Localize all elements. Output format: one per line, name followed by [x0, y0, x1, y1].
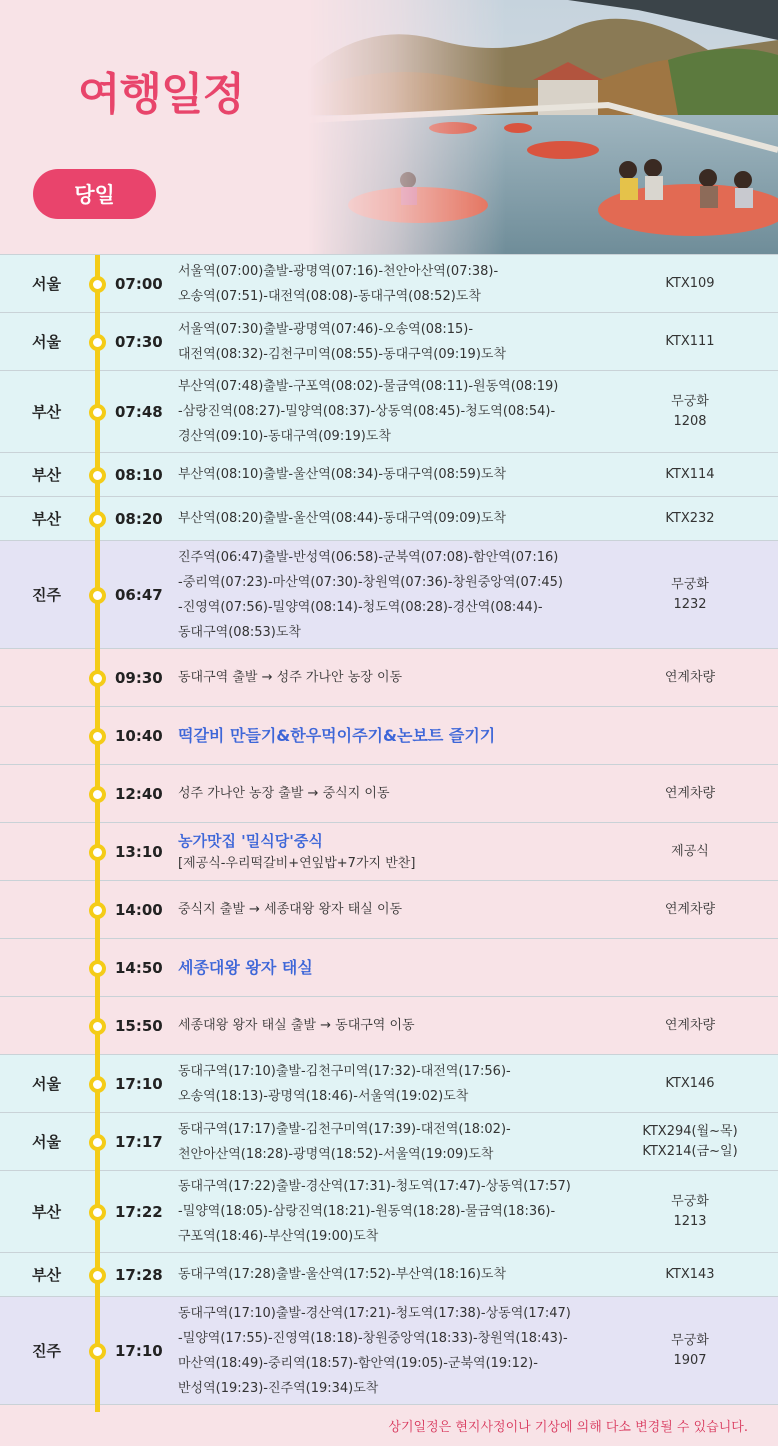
- train-or-transport-label: 무궁화: [671, 1332, 709, 1348]
- page-title: 여행일정: [78, 69, 245, 120]
- timeline-dot: [89, 960, 106, 977]
- schedule-city: 부산: [32, 510, 61, 528]
- schedule-time: 07:48: [115, 402, 163, 421]
- train-or-transport-label: 연계차량: [664, 669, 716, 685]
- schedule-row: [0, 765, 778, 823]
- schedule-time: 09:30: [115, 668, 163, 687]
- schedule-description: [172, 1117, 602, 1167]
- schedule-time: 07:30: [115, 332, 163, 351]
- route-line: -밀양역(17:55)-진영역(18:18)-창원중앙역(18:33)-창원역(18:43)-: [178, 1330, 568, 1346]
- schedule-row: [0, 1171, 778, 1253]
- schedule-note: [602, 332, 778, 352]
- route-line: 오송역(07:51)-대전역(08:08)-동대구역(08:52)도착: [178, 288, 481, 304]
- route-line: 대전역(08:32)-김천구미역(08:55)-동대구역(09:19)도착: [178, 346, 507, 362]
- route-line: 진주역(06:47)출발-반성역(06:58)-군북역(07:08)-함안역(07:16): [178, 549, 559, 565]
- route-line: 서울역(07:00)출발-광명역(07:16)-천안아산역(07:38)-: [178, 263, 499, 279]
- schedule-city: 부산: [32, 466, 61, 484]
- route-line: 서울역(07:30)출발-광명역(07:46)-오송역(08:15)-: [178, 321, 474, 337]
- schedule-description: [172, 829, 602, 875]
- route-line: 부산역(08:10)출발-울산역(08:34)-동대구역(08:59)도착: [178, 467, 507, 482]
- route-line: 동대구역(08:53)도착: [178, 624, 301, 640]
- schedule-note: [602, 842, 778, 862]
- train-or-transport-label: KTX111: [665, 333, 715, 349]
- schedule-row: [0, 1297, 778, 1405]
- route-line: 천안아산역(18:28)-광명역(18:52)-서울역(19:09)도착: [178, 1146, 494, 1162]
- schedule-note: [602, 1192, 778, 1232]
- timeline-rail: [95, 255, 100, 1412]
- schedule-row: [0, 649, 778, 707]
- timeline-dot: [89, 334, 106, 351]
- route-line: -중리역(07:23)-마산역(07:30)-창원역(07:36)-창원중앙역(07:45): [178, 574, 564, 590]
- route-line: 오송역(18:13)-광명역(18:46)-서울역(19:02)도착: [178, 1088, 469, 1104]
- route-line: 성주 가나안 농장 출발 → 중식지 이동: [178, 786, 390, 801]
- timeline-dot: [89, 670, 106, 687]
- timeline-dot: [89, 786, 106, 803]
- route-line: 동대구역(17:10)출발-경산역(17:21)-청도역(17:38)-상동역(17:47): [178, 1305, 571, 1321]
- schedule-note: [602, 509, 778, 529]
- activity-title: 농가맛집 '밀식당'중식: [178, 831, 323, 850]
- train-or-transport-label: 연계차량: [664, 901, 716, 917]
- schedule-time: 06:47: [115, 585, 163, 604]
- route-line: 동대구역(17:28)출발-울산역(17:52)-부산역(18:16)도착: [178, 1267, 507, 1282]
- schedule-note: [602, 274, 778, 294]
- train-or-transport-label: 연계차량: [664, 1017, 716, 1033]
- schedule-city: 부산: [32, 403, 61, 421]
- schedule-description: [172, 781, 602, 806]
- timeline-dot: [89, 1267, 106, 1284]
- schedule-row: [0, 997, 778, 1055]
- train-or-transport-label: KTX109: [665, 275, 715, 291]
- schedule-description: [172, 1262, 602, 1287]
- route-line: 중식지 출발 → 세종대왕 왕자 태실 이동: [178, 902, 403, 917]
- train-or-transport-label: KTX294(월~목): [642, 1123, 738, 1139]
- schedule-description: 세종대왕 왕자 태실: [178, 958, 313, 977]
- schedule-city: 진주: [32, 586, 61, 604]
- timeline-dot: [89, 511, 106, 528]
- schedule-notice: 상기일정은 현지사정이나 기상에 의해 다소 변경될 수 있습니다.: [388, 1420, 748, 1435]
- schedule-city: 진주: [32, 1342, 61, 1360]
- schedule-time: 17:10: [115, 1074, 163, 1093]
- train-or-transport-label: 무궁화: [671, 1193, 709, 1209]
- day-badge: 당일: [33, 169, 156, 219]
- schedule-description: [172, 259, 602, 309]
- timeline-dot: [89, 1018, 106, 1035]
- train-or-transport-label: 1907: [673, 1352, 707, 1368]
- route-line: 반성역(19:23)-진주역(19:34)도착: [178, 1380, 379, 1396]
- schedule-row: [0, 497, 778, 541]
- schedule-row: [0, 823, 778, 881]
- schedule-time: 17:10: [115, 1341, 163, 1360]
- train-or-transport-label: 무궁화: [671, 576, 709, 592]
- train-or-transport-label: 무궁화: [671, 393, 709, 409]
- route-line: 부산역(07:48)출발-구포역(08:02)-물금역(08:11)-원동역(08:19): [178, 379, 559, 394]
- train-or-transport-label: 연계차량: [664, 785, 716, 801]
- schedule-time: 14:00: [115, 900, 163, 919]
- schedule-description: [172, 665, 602, 690]
- schedule-row: [0, 313, 778, 371]
- activity-detail: [제공식-우리떡갈비+연잎밥+7가지 반찬]: [178, 855, 416, 871]
- schedule-time: 13:10: [115, 842, 163, 861]
- schedule-row: [0, 881, 778, 939]
- schedule-description: [172, 506, 602, 531]
- schedule-time: 08:10: [115, 465, 163, 484]
- schedule-description: [172, 897, 602, 922]
- rafting-photo: [308, 0, 778, 254]
- schedule-description: [172, 317, 602, 367]
- route-line: -밀양역(18:05)-삼랑진역(18:21)-원동역(18:28)-물금역(18:36)-: [178, 1204, 556, 1219]
- header: [0, 0, 778, 254]
- schedule-timeline: [0, 254, 778, 1405]
- schedule-note: [602, 392, 778, 432]
- schedule-row: [0, 1113, 778, 1171]
- route-line: 경산역(09:10)-동대구역(09:19)도착: [178, 429, 391, 444]
- schedule-description: [172, 462, 602, 487]
- route-line: 동대구역(17:22)출발-경산역(17:31)-청도역(17:47)-상동역(17:57): [178, 1179, 571, 1194]
- timeline-dot: [89, 1343, 106, 1360]
- timeline-dot: [89, 404, 106, 421]
- schedule-row: [0, 255, 778, 313]
- timeline-dot: [89, 1076, 106, 1093]
- timeline-dot: [89, 467, 106, 484]
- schedule-row: [0, 371, 778, 453]
- timeline-dot: [89, 902, 106, 919]
- schedule-row: [0, 707, 778, 765]
- schedule-time: 17:22: [115, 1202, 163, 1221]
- schedule-city: 부산: [32, 1203, 61, 1221]
- schedule-row: [0, 939, 778, 997]
- schedule-city: 부산: [32, 1266, 61, 1284]
- train-or-transport-label: KTX232: [665, 510, 715, 526]
- timeline-dot: [89, 587, 106, 604]
- schedule-time: 10:40: [115, 726, 163, 745]
- schedule-description: 떡갈비 만들기&한우먹이주기&논보트 즐기기: [178, 726, 496, 745]
- schedule-city: 서울: [32, 333, 61, 351]
- train-or-transport-label: KTX146: [665, 1075, 715, 1091]
- schedule-note: [602, 668, 778, 688]
- train-or-transport-label: 1232: [673, 596, 707, 612]
- schedule-note: [602, 1331, 778, 1371]
- train-or-transport-label: 제공식: [671, 843, 709, 859]
- train-or-transport-label: KTX114: [665, 466, 715, 482]
- timeline-dot: [89, 728, 106, 745]
- train-or-transport-label: KTX214(금~일): [642, 1143, 738, 1159]
- schedule-note: [602, 1016, 778, 1036]
- schedule-description: [172, 1301, 602, 1401]
- schedule-row: [0, 1253, 778, 1297]
- schedule-note: [602, 1265, 778, 1285]
- route-line: 마산역(18:49)-중리역(18:57)-함안역(19:05)-군북역(19:12)-: [178, 1355, 538, 1371]
- schedule-city: 서울: [32, 275, 61, 293]
- timeline-dot: [89, 276, 106, 293]
- schedule-note: [602, 900, 778, 920]
- schedule-description: [172, 1013, 602, 1038]
- train-or-transport-label: KTX143: [665, 1266, 715, 1282]
- schedule-note: [602, 1122, 778, 1162]
- schedule-city: 서울: [32, 1133, 61, 1151]
- schedule-city: 서울: [32, 1075, 61, 1093]
- schedule-row: [0, 541, 778, 649]
- schedule-time: 07:00: [115, 274, 163, 293]
- schedule-time: 14:50: [115, 958, 163, 977]
- route-line: 동대구역(17:10)출발-김천구미역(17:32)-대전역(17:56)-: [178, 1063, 511, 1079]
- route-line: 동대구역 출발 → 성주 가나안 농장 이동: [178, 670, 403, 685]
- schedule-row: [0, 1055, 778, 1113]
- route-line: -삼랑진역(08:27)-밀양역(08:37)-상동역(08:45)-청도역(08:54)-: [178, 404, 556, 419]
- schedule-description: [172, 1174, 602, 1249]
- schedule-description: [172, 374, 602, 449]
- schedule-row: [0, 453, 778, 497]
- route-line: 부산역(08:20)출발-울산역(08:44)-동대구역(09:09)도착: [178, 511, 507, 526]
- route-line: -진영역(07:56)-밀양역(08:14)-청도역(08:28)-경산역(08:44)-: [178, 599, 543, 615]
- schedule-time: 17:17: [115, 1132, 163, 1151]
- schedule-time: 15:50: [115, 1016, 163, 1035]
- route-line: 세종대왕 왕자 태실 출발 → 동대구역 이동: [178, 1018, 415, 1033]
- schedule-description: [172, 545, 602, 645]
- schedule-time: 08:20: [115, 509, 163, 528]
- schedule-note: [602, 575, 778, 615]
- timeline-dot: [89, 1134, 106, 1151]
- schedule-description: [172, 1059, 602, 1109]
- train-or-transport-label: 1213: [673, 1213, 707, 1229]
- schedule-time: 17:28: [115, 1265, 163, 1284]
- schedule-note: [602, 465, 778, 485]
- schedule-note: [602, 784, 778, 804]
- schedule-note: [602, 1074, 778, 1094]
- schedule-time: 12:40: [115, 784, 163, 803]
- route-line: 동대구역(17:17)출발-김천구미역(17:39)-대전역(18:02)-: [178, 1121, 511, 1137]
- train-or-transport-label: 1208: [673, 413, 707, 429]
- route-line: 구포역(18:46)-부산역(19:00)도착: [178, 1229, 379, 1244]
- timeline-dot: [89, 1204, 106, 1221]
- timeline-dot: [89, 844, 106, 861]
